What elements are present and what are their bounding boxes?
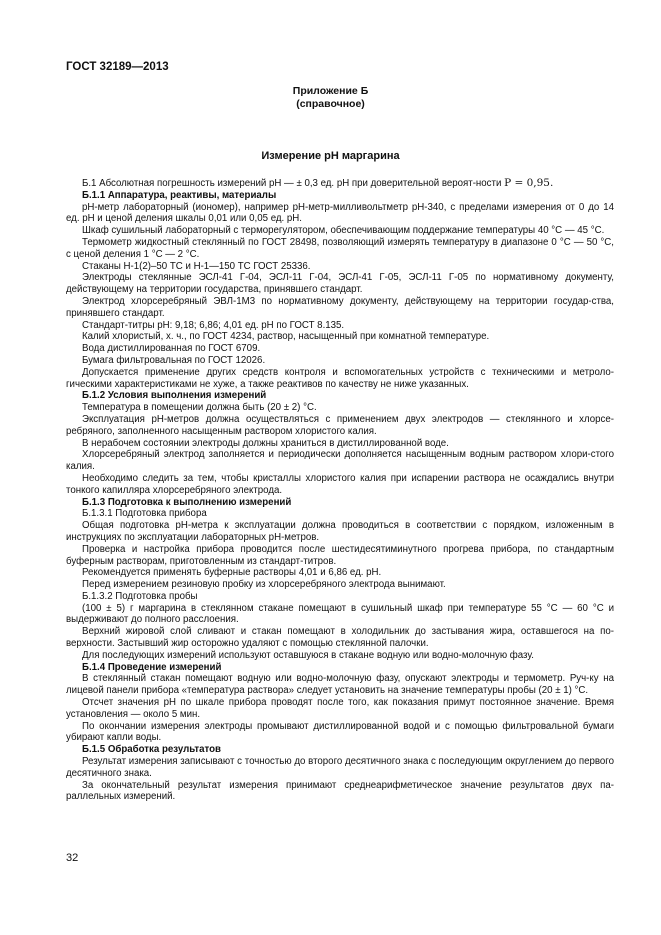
- appendix-title: Приложение Б: [292, 85, 369, 97]
- paragraph: [66, 508, 614, 520]
- paragraph: [66, 438, 614, 450]
- paragraph: [66, 650, 614, 662]
- section-heading: [66, 662, 614, 674]
- paragraph-text: Допускается применение других средств контроля и вспомогательных устройств с техническими и метроло-гическими характеристиками не хуже, а также реактивов по качеству не ниже указанных.: [66, 366, 614, 390]
- paragraph-text: По окончании измерения электроды промывают дистиллированной водой и с помощью фильтровальной бумаги убирают капли воды.: [66, 720, 614, 744]
- paragraph-text: Б.1.5 Обработка результатов: [82, 744, 221, 756]
- paragraph: [66, 520, 614, 544]
- paragraph-text: (100 ± 5) г маргарина в стеклянном стакане помещают в сушильный шкаф при температуре 55 °С — 60 °С и выдерживают до полного расслоения.: [66, 602, 614, 626]
- paragraph: [66, 296, 614, 320]
- paragraph: [66, 272, 614, 296]
- paragraph-text: Стаканы Н-1(2)–50 ТС и Н-1—150 ТС ГОСТ 25336.: [82, 260, 311, 272]
- paragraph: [66, 261, 614, 273]
- paragraph-text: Термометр жидкостный стеклянный по ГОСТ 28498, позволяющий измерять температуру в диапазоне 0 °С — 50 °С, с ценой деления 1 °С — 2 °С.: [66, 236, 614, 260]
- paragraph-text: Б.1.4 Проведение измерений: [82, 661, 222, 673]
- paragraph: [66, 544, 614, 568]
- document-title: Измерение рН маргарина: [261, 150, 400, 162]
- paragraph-text: Необходимо следить за тем, чтобы кристаллы хлористого калия при испарении раствора не осаждались внутри тонкого капилляра хлорсеребряного электрода.: [66, 472, 614, 496]
- paragraph-text: рН-метр лабораторный (иономер), например рН-метр-милливольтметр рН-340, с пределами измерения от 0 до 14 ед. рН и ценой деления шкалы 0,01 или 0,05 ед. рН.: [66, 201, 614, 225]
- paragraph: [66, 449, 614, 473]
- section-heading: [66, 744, 614, 756]
- paragraph-text: Б.1.1 Аппаратура, реактивы, материалы: [82, 189, 277, 201]
- paragraph: [66, 626, 614, 650]
- paragraph-text: Хлорсеребряный электрод заполняется и периодически дополняется насыщенным водным раствором хлори-стого калия.: [66, 449, 614, 473]
- paragraph: [66, 579, 614, 591]
- paragraph: [66, 225, 614, 237]
- paragraph-text: Б.1.3.1 Подготовка прибора: [82, 508, 207, 520]
- paragraph: [66, 367, 614, 391]
- section-heading: [66, 390, 614, 402]
- section-heading: [66, 190, 614, 202]
- appendix-heading: [0, 85, 661, 111]
- paragraph: [66, 320, 614, 332]
- paragraph: [66, 721, 614, 745]
- paragraph: [66, 414, 614, 438]
- paragraph-text: Шкаф сушильный лабораторный с терморегулятором, обеспечивающим поддержание температуры 40 °С — 45 °С.: [82, 225, 605, 237]
- paragraph: [66, 237, 614, 261]
- paragraph-text: Б.1.3.2 Подготовка пробы: [82, 590, 198, 602]
- paragraph-text: За окончательный результат измерения принимают среднеарифметическое значение результатов двух па-раллельных измерений.: [66, 779, 614, 803]
- paragraph-text: В стеклянный стакан помещают водную или водно-молочную фазу, опускают электроды и термометр. Руч-ку на лицевой панели прибора «температура раствора» следует установить на значение температуры пробы (20 ± 1) °С.: [66, 673, 614, 697]
- math-expression: P = 0,95.: [504, 177, 554, 189]
- paragraph: [66, 202, 614, 226]
- paragraph-text: Электрод хлорсеребряный ЭВЛ-1М3 по нормативному документу, действующему на территории государ-ства, принявшего стандарт.: [66, 295, 614, 319]
- document-header: ГОСТ 32189—2013: [66, 61, 169, 73]
- paragraph: [66, 178, 614, 190]
- paragraph-text: В нерабочем состоянии электроды должны храниться в дистиллированной воде.: [82, 437, 449, 449]
- paragraph-text: Б.1.2 Условия выполнения измерений: [82, 390, 267, 402]
- paragraph-text: Рекомендуется применять буферные растворы 4,01 и 6,86 ед. рН.: [82, 567, 382, 579]
- document-body: [66, 178, 614, 803]
- paragraph: [66, 697, 614, 721]
- paragraph-text: Верхний жировой слой сливают и стакан помещают в холодильник до застывания жира, оставшегося на по-верхности. Застывший жир осторожно удаляют с помощью стеклянной палочки.: [66, 626, 614, 650]
- paragraph-text: Отсчет значения рН по шкале прибора проводят после того, как показания примут постоянное значение. Время установления — около 5 мин.: [66, 697, 614, 720]
- paragraph: [66, 756, 614, 780]
- section-heading: [66, 497, 614, 509]
- paragraph-text: Общая подготовка рН-метра к эксплуатации должна проводиться в соответствии с порядком, изложенным в инструкциях по эксплуатации лабораторных рН-метров.: [66, 520, 614, 543]
- paragraph-text: Калий хлористый, х. ч., по ГОСТ 4234, раствор, насыщенный при комнатной температуре.: [82, 331, 490, 343]
- paragraph-text: Б.1.3 Подготовка к выполнению измерений: [82, 496, 292, 508]
- paragraph-text: Стандарт-титры рН: 9,18; 6,86; 4,01 ед. рН по ГОСТ 8.135.: [82, 319, 345, 331]
- paragraph: [66, 673, 614, 697]
- paragraph-text: Вода дистиллированная по ГОСТ 6709.: [82, 343, 261, 355]
- appendix-subtitle: (справочное): [296, 98, 365, 110]
- page-number: 32: [66, 852, 79, 864]
- paragraph: [66, 343, 614, 355]
- paragraph: [66, 402, 614, 414]
- paragraph: [66, 591, 614, 603]
- paragraph-text: Перед измерением резиновую пробку из хлорсеребряного электрода вынимают.: [82, 579, 446, 591]
- paragraph-text: Бумага фильтровальная по ГОСТ 12026.: [82, 354, 266, 366]
- paragraph: [66, 331, 614, 343]
- paragraph: [66, 355, 614, 367]
- paragraph: [66, 473, 614, 497]
- paragraph-text: Для последующих измерений используют оставшуюся в стакане водную или водно-молочную фазу.: [82, 649, 534, 661]
- paragraph-text: Проверка и настройка прибора проводится после шестидесятиминутного прогрева прибора, по стандартным буферным растворам, приготовленным из стандарт-титров.: [66, 543, 614, 567]
- paragraph: [66, 567, 614, 579]
- paragraph-text: Результат измерения записывают с точностью до второго десятичного знака с последующим округлением до первого десятичного знака.: [66, 756, 614, 779]
- paragraph-text: Эксплуатация рН-метров должна осуществляться с применением двух электродов — стеклянного и хлорсе-ребряного, заполненного насыщенным раствором хлористого калия.: [66, 413, 614, 437]
- paragraph-text: Б.1 Абсолютная погрешность измерений рН — ± 0,3 ед. рН при доверительной вероят-ности: [82, 178, 505, 189]
- paragraph: [66, 603, 614, 627]
- paragraph: [66, 780, 614, 804]
- paragraph-text: Температура в помещении должна быть (20 ± 2) °С.: [82, 402, 317, 414]
- paragraph-text: Электроды стеклянные ЭСЛ-41 Г-04, ЭСЛ-11 Г-04, ЭСЛ-41 Г-05, ЭСЛ-11 Г-05 по нормативному документу, действующему на территории государства, принявшего стандарт.: [66, 272, 614, 296]
